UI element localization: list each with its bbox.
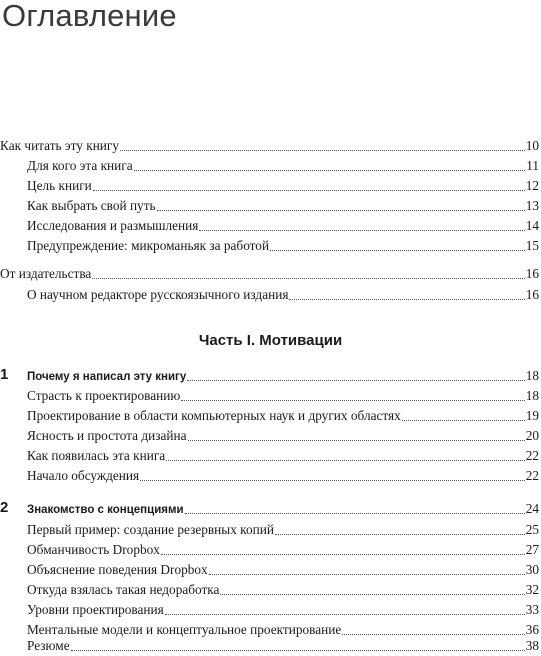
chapter-entry[interactable] (0, 366, 539, 386)
toc-entry-page: 22 (525, 468, 539, 483)
leader-dots (275, 534, 525, 535)
toc-entry-label: Страсть к проектированию (27, 388, 181, 403)
leader-dots (120, 150, 525, 151)
toc-entry-page: 11 (526, 158, 539, 173)
toc-entry[interactable] (0, 560, 539, 580)
chapter-entry[interactable] (0, 499, 539, 519)
toc-entry[interactable] (0, 176, 539, 196)
toc-entry[interactable] (0, 264, 539, 284)
leader-dots (181, 400, 524, 401)
toc-entry-page: 27 (525, 542, 539, 557)
toc-entry[interactable] (0, 196, 539, 216)
toc-entry-label: Первый пример: создание резервных копий (27, 522, 274, 537)
toc-entry-page: 19 (525, 408, 539, 423)
toc-entry[interactable] (0, 236, 539, 256)
toc-entry-page: 18 (525, 368, 539, 383)
leader-dots (165, 614, 525, 615)
toc-entry-label: Начало обсуждения (27, 468, 140, 483)
toc-entry[interactable] (0, 156, 539, 176)
toc-entry-label: Проектирование в области компьютерных наук и других областях (27, 408, 401, 423)
leader-dots (71, 650, 525, 651)
toc-entry[interactable] (0, 426, 539, 446)
toc-entry[interactable] (0, 540, 539, 560)
toc-entry-page: 32 (525, 582, 539, 597)
leader-dots (220, 594, 524, 595)
chapter-number: 1 (0, 366, 9, 383)
toc-entry[interactable] (0, 285, 539, 305)
toc-entry-page: 33 (525, 602, 539, 617)
toc-entry-page: 12 (525, 178, 539, 193)
toc-entry-page: 38 (525, 638, 539, 653)
chapter-number: 2 (0, 499, 9, 516)
toc-entry-label: Исследования и размышления (27, 218, 199, 233)
toc-entry-label: Как читать эту книгу (0, 138, 120, 153)
toc-entry-label: Знакомство с концепциями (27, 504, 184, 516)
toc-entry[interactable] (0, 406, 539, 426)
leader-dots (92, 278, 524, 279)
leader-dots (134, 170, 526, 171)
toc-entry-label: Ментальные модели и концептуальное проектирование (27, 622, 342, 637)
toc-entry-label: Обманчивость Dropbox (27, 542, 160, 557)
toc-entry-label: Ясность и простота дизайна (27, 428, 187, 443)
toc-entry[interactable] (0, 636, 539, 656)
toc-entry-page: 16 (525, 287, 539, 302)
toc-entry-label: Цель книги (27, 178, 92, 193)
leader-dots (187, 380, 524, 381)
toc-entry-label: Как появилась эта книга (27, 448, 166, 463)
toc-entry[interactable] (0, 386, 539, 406)
toc-entry-page: 20 (525, 428, 539, 443)
toc-entry-page: 13 (525, 198, 539, 213)
toc-entry-label: Откуда взялась такая недоработка (27, 582, 220, 597)
leader-dots (166, 460, 525, 461)
leader-dots (93, 190, 525, 191)
toc-entry[interactable] (0, 466, 539, 486)
toc-entry[interactable] (0, 520, 539, 540)
toc-entry-label: Предупреждение: микроманьяк за работой (27, 238, 270, 253)
toc-entry[interactable] (0, 136, 539, 156)
toc-entry[interactable] (0, 580, 539, 600)
toc-entry-label: Уровни проектирования (27, 602, 164, 617)
leader-dots (188, 440, 525, 441)
toc-entry-page: 15 (525, 238, 539, 253)
toc-entry-label: Для кого эта книга (27, 158, 133, 173)
leader-dots (342, 634, 524, 635)
toc-entry-page: 30 (525, 562, 539, 577)
page-title: Оглавление (2, 0, 177, 33)
toc-entry-label: Объяснение поведения Dropbox (27, 562, 208, 577)
leader-dots (157, 210, 525, 211)
toc-entry[interactable] (0, 446, 539, 466)
toc-entry-label: Как выбрать свой путь (27, 198, 156, 213)
leader-dots (402, 420, 525, 421)
toc-entry-label: Резюме (27, 638, 70, 653)
leader-dots (209, 574, 525, 575)
leader-dots (185, 513, 525, 514)
toc-entry-page: 14 (525, 218, 539, 233)
toc-entry-page: 36 (525, 622, 539, 637)
toc-entry-label: От издательства (0, 266, 92, 281)
toc-entry[interactable] (0, 216, 539, 236)
toc-entry-page: 24 (525, 501, 539, 516)
toc-entry-label: О научном редакторе русскоязычного издания (27, 287, 289, 302)
toc-entry-page: 10 (525, 138, 539, 153)
leader-dots (161, 554, 525, 555)
toc-entry[interactable] (0, 600, 539, 620)
toc-entry-page: 18 (525, 388, 539, 403)
toc-entry-page: 25 (525, 522, 539, 537)
toc-entry-page: 16 (525, 266, 539, 281)
leader-dots (199, 230, 524, 231)
toc-entry-page: 22 (525, 448, 539, 463)
leader-dots (140, 480, 525, 481)
leader-dots (270, 250, 525, 251)
toc-entry-label: Почему я написал эту книгу (27, 371, 187, 383)
part-heading: Часть I. Мотивации (198, 332, 343, 349)
leader-dots (289, 299, 524, 300)
